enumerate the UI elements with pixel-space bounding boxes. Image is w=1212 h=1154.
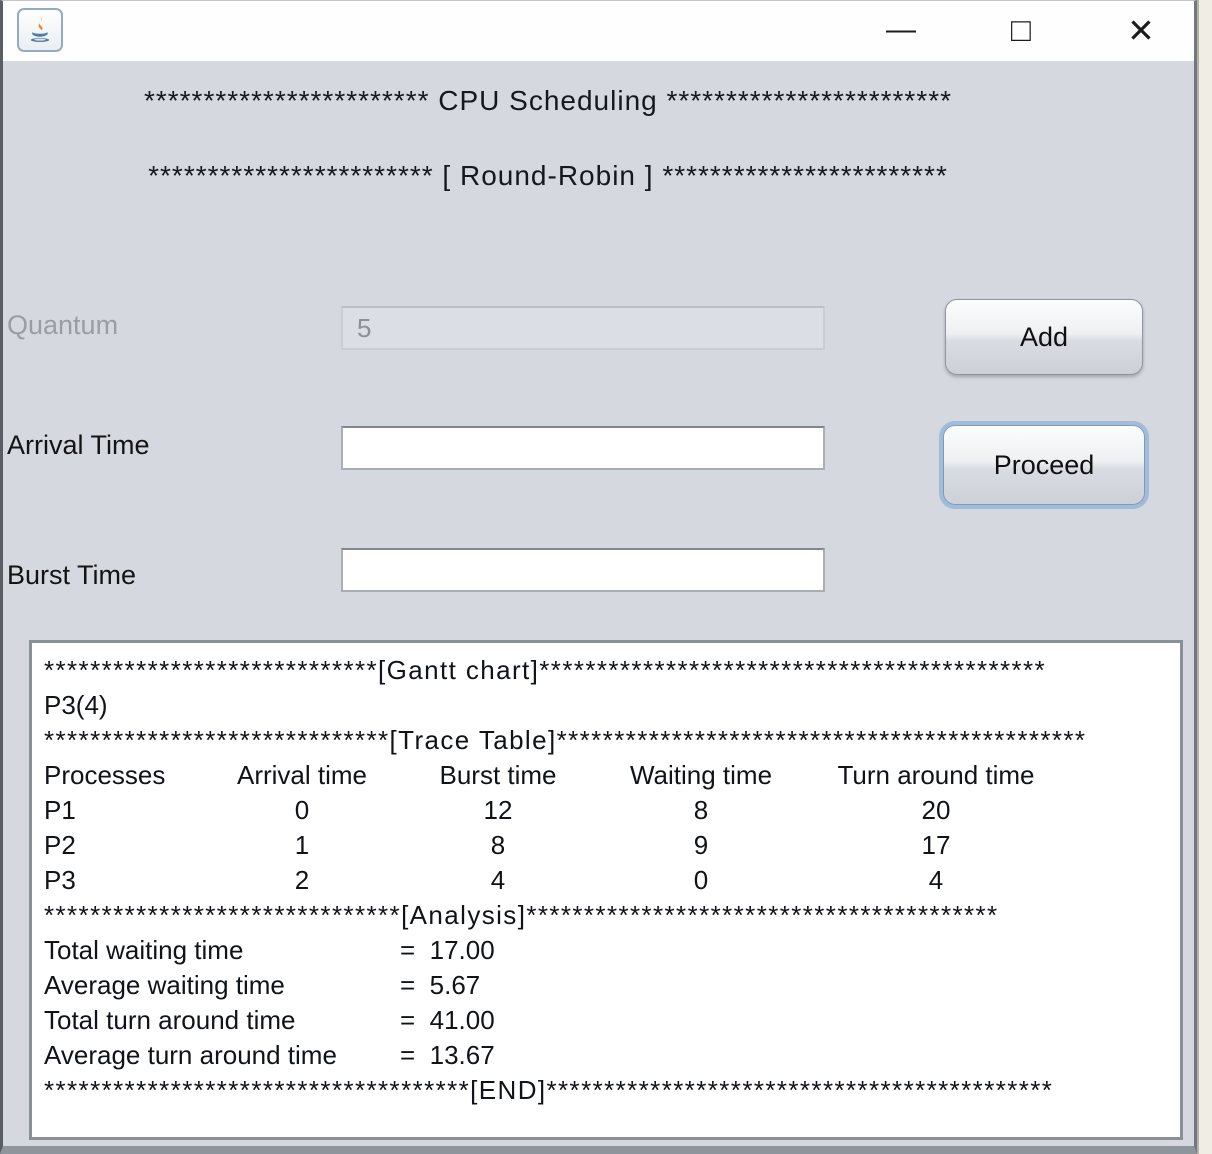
analysis-value: = 41.00 <box>400 1005 495 1035</box>
analysis-line <box>44 933 1174 968</box>
trace-cell: 17 <box>921 830 951 860</box>
minimize-button[interactable]: — <box>886 13 916 46</box>
end-section-line: *************************************[END]******************************************** <box>44 1075 1054 1105</box>
quantum-input <box>341 306 825 350</box>
trace-cell: 8 <box>490 830 506 860</box>
trace-cell: 20 <box>921 795 951 825</box>
analysis-list <box>44 933 1174 1073</box>
analysis-section-header: *******************************[Analysis]***************************************** <box>44 900 999 930</box>
trace-table-row <box>44 863 1174 898</box>
analysis-value: = 5.67 <box>400 970 481 1000</box>
trace-cell: 12 <box>483 795 513 825</box>
trace-table-row <box>44 793 1174 828</box>
trace-cell: 0 <box>294 795 310 825</box>
gantt-chart-value: P3(4) <box>44 690 108 720</box>
window-content <box>3 61 1194 1146</box>
trace-cell: 2 <box>294 865 310 895</box>
proceed-button[interactable]: Proceed <box>943 425 1145 505</box>
trace-cell: P1 <box>44 795 76 825</box>
analysis-value: = 13.67 <box>400 1040 495 1070</box>
trace-cell: 1 <box>294 830 310 860</box>
trace-column-header: Turn around time <box>837 760 1035 790</box>
java-app-icon[interactable] <box>17 8 63 52</box>
trace-column-header: Processes <box>44 760 166 790</box>
trace-cell: P2 <box>44 830 76 860</box>
analysis-line <box>44 1003 1174 1038</box>
analysis-value: = 17.00 <box>400 935 495 965</box>
maximize-button[interactable]: □ <box>1011 11 1031 48</box>
analysis-line <box>44 968 1174 1003</box>
window-titlebar[interactable] <box>3 1 1194 61</box>
output-textarea[interactable] <box>29 640 1183 1140</box>
trace-column-header: Arrival time <box>236 760 367 790</box>
trace-cell: 9 <box>693 830 709 860</box>
trace-cell: P3 <box>44 865 76 895</box>
trace-cell: 4 <box>928 865 944 895</box>
subtitle-round-robin: ************************ [ Round-Robin ] ************************ <box>148 160 948 191</box>
trace-cell: 0 <box>693 865 709 895</box>
trace-table <box>44 758 1174 898</box>
trace-column-header: Burst time <box>439 760 557 790</box>
arrival-time-label: Arrival Time <box>7 430 150 460</box>
analysis-label: Total waiting time <box>44 935 244 965</box>
analysis-line <box>44 1038 1174 1073</box>
trace-column-header: Waiting time <box>629 760 773 790</box>
java-cup-icon <box>25 15 55 45</box>
trace-table-header-row <box>44 758 1174 793</box>
arrival-time-input[interactable] <box>341 426 825 470</box>
burst-time-input[interactable] <box>341 548 825 592</box>
analysis-label: Average turn around time <box>44 1040 337 1070</box>
burst-time-label: Burst Time <box>7 560 137 590</box>
title-cpu-scheduling: ************************ CPU Scheduling ************************ <box>143 85 953 116</box>
trace-section-header: ******************************[Trace Table]********************************************** <box>44 725 1087 755</box>
trace-table-row <box>44 828 1174 863</box>
trace-cell: 8 <box>693 795 709 825</box>
background-window-sliver <box>1197 0 1212 1154</box>
analysis-label: Average waiting time <box>44 970 285 1000</box>
close-button[interactable]: ✕ <box>1127 11 1155 49</box>
analysis-label: Total turn around time <box>44 1005 296 1035</box>
gantt-section-header: *****************************[Gantt chart]******************************************** <box>44 655 1047 685</box>
add-button[interactable]: Add <box>945 299 1143 375</box>
quantum-label: Quantum <box>7 310 119 340</box>
trace-cell: 4 <box>490 865 506 895</box>
